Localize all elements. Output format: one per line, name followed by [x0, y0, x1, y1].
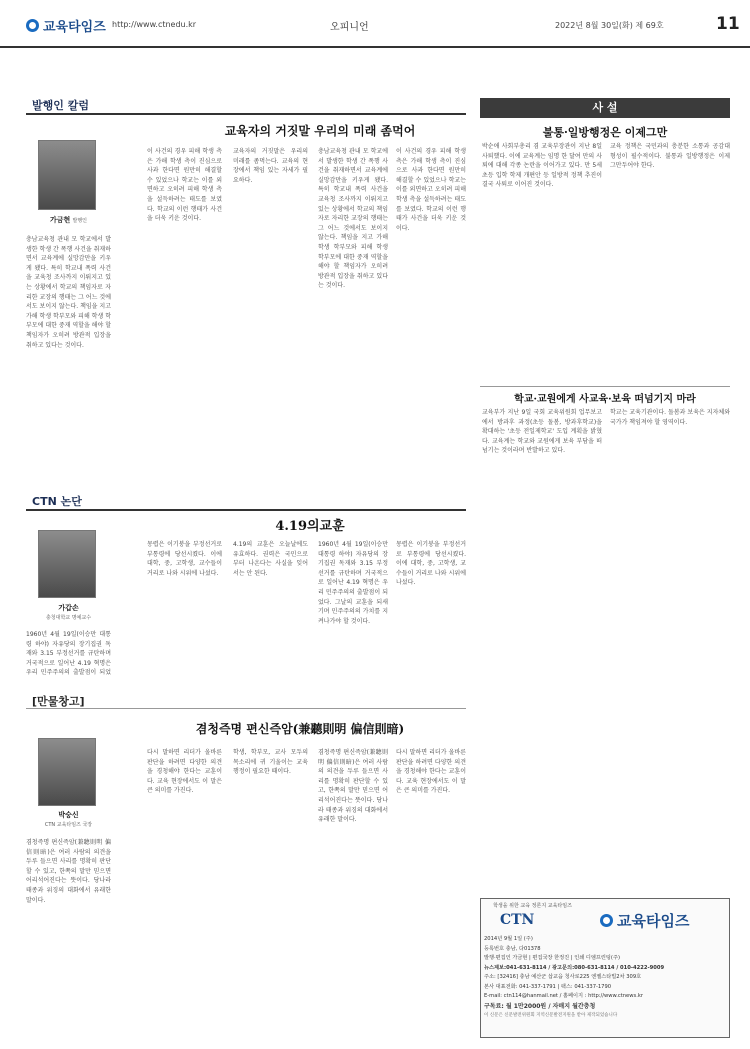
- author-caption: 박숭신 CTN 교육타임즈 국장: [44, 811, 93, 828]
- article-body-3b: 다시 말하면 리더가 올바른 판단을 하려면 다양한 의견을 경청해야 한다는 교훈이다. 교육 현장에서도 이 말은 큰 의미를 가진다.: [147, 749, 222, 795]
- divider: [26, 113, 466, 115]
- editorial-body-2b: 학교는 교육기관이다. 돌봄과 보육은 지자체와 국가가 책임져야 할 영역이다.: [610, 409, 730, 426]
- article-body-3a: 겸청즉명 편신즉암(兼聽則明 偏信則暗)은 여러 사람의 의견을 두루 들으면 사리를 명확히 판단할 수 있고, 한쪽의 말만 믿으면 어리석어진다는 뜻이다. 당나라 태종과 위징의 대화에서 유래한 말이다.: [26, 839, 111, 904]
- article-body-2d: 1960년 4월 19일(이승만 대통령 하야) 자유당의 장기집권 독재와 3.15 부정선거를 규탄하며 거국적으로 일어난 4.19 혁명은 우리 민주주의의 출발점이 되었다. 그날의 교훈을 되새기며 민주주의의 가치를 지켜나가야 할 것이다.: [318, 541, 388, 625]
- editorial-headline-1: 불통·일방행정은 이제그만: [542, 126, 668, 139]
- article-body-1a: 충남교육청 관내 모 학교에서 발생한 학생 간 폭행 사건을 취재하면서 교육계에 실망감만을 키우게 됐다. 특히 학교내 폭력 사건을 교육청 조사까지 이뤄지고 있는 상황에서 학교의 책임자로 자리한 교장의 행태는 그 어느 것에서도 보이지 않는다. 책임을 지고 가해 학생 학부모와 피해 학생 학부모에 대한 중재 역할을 해야 할 책임자가 오히려 방관적 입장을 취하고 있다는 것이다.: [26, 236, 111, 349]
- editorial-body-1a: 박순애 사회부총리 겸 교육부장관이 지난 8일 사퇴했다. 이에 교육계는 임명 한 달여 만의 사퇴에 대해 각종 논란을 이어가고 있다. 만 5세 초등 입학 학제 개편안 등 일방적 정책 추진이 결국 사퇴로 이어진 것이다.: [482, 143, 602, 189]
- masthead-logo[interactable]: 교육타임즈: [26, 16, 106, 35]
- issue-date: 2022년 8월 30일(화) 제 69호: [555, 21, 664, 30]
- article-body-1c: 교육자의 거짓말은 우리의 미래를 좀먹는다. 교육의 현장에서 책임 있는 자세가 필요하다.: [233, 148, 308, 184]
- ad-ctn: CTN: [500, 912, 535, 928]
- article-body-3d: 겸청즉명 편신즉암(兼聽則明 偏信則暗)은 여러 사람의 의견을 두루 들으면 사리를 명확히 판단할 수 있고, 한쪽의 말만 믿으면 어리석어진다는 뜻이다. 당나라 태종과 위징의 대화에서 유래한 말이다.: [318, 749, 388, 824]
- author-caption: 가갑손 충청대학교 명예교수: [45, 604, 92, 621]
- article-body-3c: 학생, 학부모, 교사 모두의 목소리에 귀 기울이는 교육 행정이 필요한 때이다.: [233, 749, 308, 776]
- headline-publisher: 교육자의 거짓말 우리의 미래 좀먹어: [224, 124, 416, 138]
- editorial-body-2a: 교육부가 지난 9일 국회 교육위원회 업무보고에서 방과후 과정(초등 돌봄, 방과후학교)을 확대하는 '초등 전일제학교' 도입 계획을 밝혔다. 교육계는 학교와 교원에게 보육 부담을 떠넘기는 것이라며 반발하고 있다.: [482, 409, 602, 455]
- masthead-url[interactable]: http://www.ctnedu.kr: [112, 20, 197, 29]
- ad-logo: 교육타임즈: [600, 910, 689, 931]
- author-photo: [38, 738, 96, 806]
- column-tag-ctn: CTN 논단: [32, 495, 82, 508]
- article-body-2c: 4.19의 교훈은 오늘날에도 유효하다. 권력은 국민으로부터 나온다는 사실을 잊어서는 안 된다.: [233, 541, 308, 577]
- editorial-tag: 사 설: [480, 98, 730, 118]
- divider: [480, 386, 730, 387]
- article-body-2b: 몽렵은 이기붕을 부정선거로 부통령에 당선시켰다. 이에 대학, 중, 고학생, 교수들이 거리로 나와 시위에 나섰다.: [147, 541, 222, 577]
- publisher-info: 2014년 9월 1일 (주) 등록번호 충남, 다01378 발행·편집인 가금현 | 편집국장 한정진 | 인쇄 디엠프린팅(주) 뉴스제보:041-631-8114 / 광고문의:080-631-8114 / 010-4222-9009 주소: [32416] 충남 예산군 삽교읍 청사로225 엔젤스타빌2차 309호 본사 대표전화: 041-337-1791 | 팩스: 041-337-1790 E-mail: ctn114@hanmail.net / 홈페이지 : http://www.ctnews.kr 구독료: 월 1만2000원 / 자매지 월간충청 이 신문은 신문발전위원회 지역신문발전지원을 받아 제작되었습니다: [484, 936, 665, 1018]
- headline-ctn: 4.19의교훈: [275, 519, 345, 534]
- column-tag-storehouse: [만물창고]: [32, 695, 85, 708]
- headline-storehouse: 겸청즉명 편신즉암(兼聽則明 偏信則暗): [195, 722, 405, 736]
- logo-icon: [600, 914, 613, 927]
- section-title: 오피니언: [330, 22, 369, 33]
- author-photo: [38, 530, 96, 598]
- ad-tagline: 학생을 위한 교육 정론지 교육타임즈: [493, 903, 572, 909]
- author-caption: 가금현 발행인: [49, 216, 88, 224]
- editorial-body-1b: 교육 정책은 국민과의 충분한 소통과 공감대 형성이 필수적이다. 불통과 일방행정은 이제 그만두어야 한다.: [610, 143, 730, 170]
- article-body-1b: 이 사건의 경우 피해 학생 측은 가해 학생 측이 진심으로 사과 한다면 원만히 해결할 수 있었으나 학교는 이를 외면하고 오히려 피해 학생 측을 설득하려는 태도를 보였다. 학교의 이런 행태가 사건을 더욱 키운 것이다.: [147, 148, 222, 223]
- column-tag-publisher: 발행인 칼럼: [32, 99, 89, 112]
- editorial-headline-2: 학교·교원에게 사교육·보육 떠넘기지 마라: [514, 394, 696, 405]
- divider: [26, 708, 466, 709]
- article-body-1d: 충남교육청 관내 모 학교에서 발생한 학생 간 폭행 사건을 취재하면서 교육계에 실망감만을 키우게 됐다. 특히 학교내 폭력 사건을 교육청 조사까지 이뤄지고 있는 상황에서 학교의 책임자로 자리한 교장의 행태는 그 어느 것에서도 보이지 않는다. 책임을 지고 가해 학생 학부모와 피해 학생 학부모에 대한 중재 역할을 해야 할 책임자가 오히려 방관적 입장을 취하고 있다는 것이다.: [318, 148, 388, 290]
- logo-icon: [26, 19, 39, 32]
- article-body-2e: 몽렵은 이기붕을 부정선거로 부통령에 당선시켰다. 이에 대학, 중, 고학생, 교수들이 거리로 나와 시위에 나섰다.: [396, 541, 466, 587]
- article-body-3e: 다시 말하면 리더가 올바른 판단을 하려면 다양한 의견을 경청해야 한다는 교훈이다. 교육 현장에서도 이 말은 큰 의미를 가진다.: [396, 749, 466, 795]
- page-number: 11: [716, 14, 740, 34]
- article-body-2a: 1960년 4월 19일(이승만 대통령 하야) 자유당의 장기집권 독재와 3.15 부정선거를 규탄하며 거국적으로 일어난 4.19 혁명은 우리 민주주의의 출발점이 되었: [26, 631, 111, 677]
- article-body-1e: 이 사건의 경우 피해 학생 측은 가해 학생 측이 진심으로 사과 한다면 원만히 해결할 수 있었으나 학교는 이를 외면하고 오히려 피해 학생 측을 설득하려는 태도를 보였다. 학교의 이런 행태가 사건을 더욱 키운 것이다.: [396, 148, 466, 232]
- author-photo: [38, 140, 96, 210]
- divider: [26, 509, 466, 511]
